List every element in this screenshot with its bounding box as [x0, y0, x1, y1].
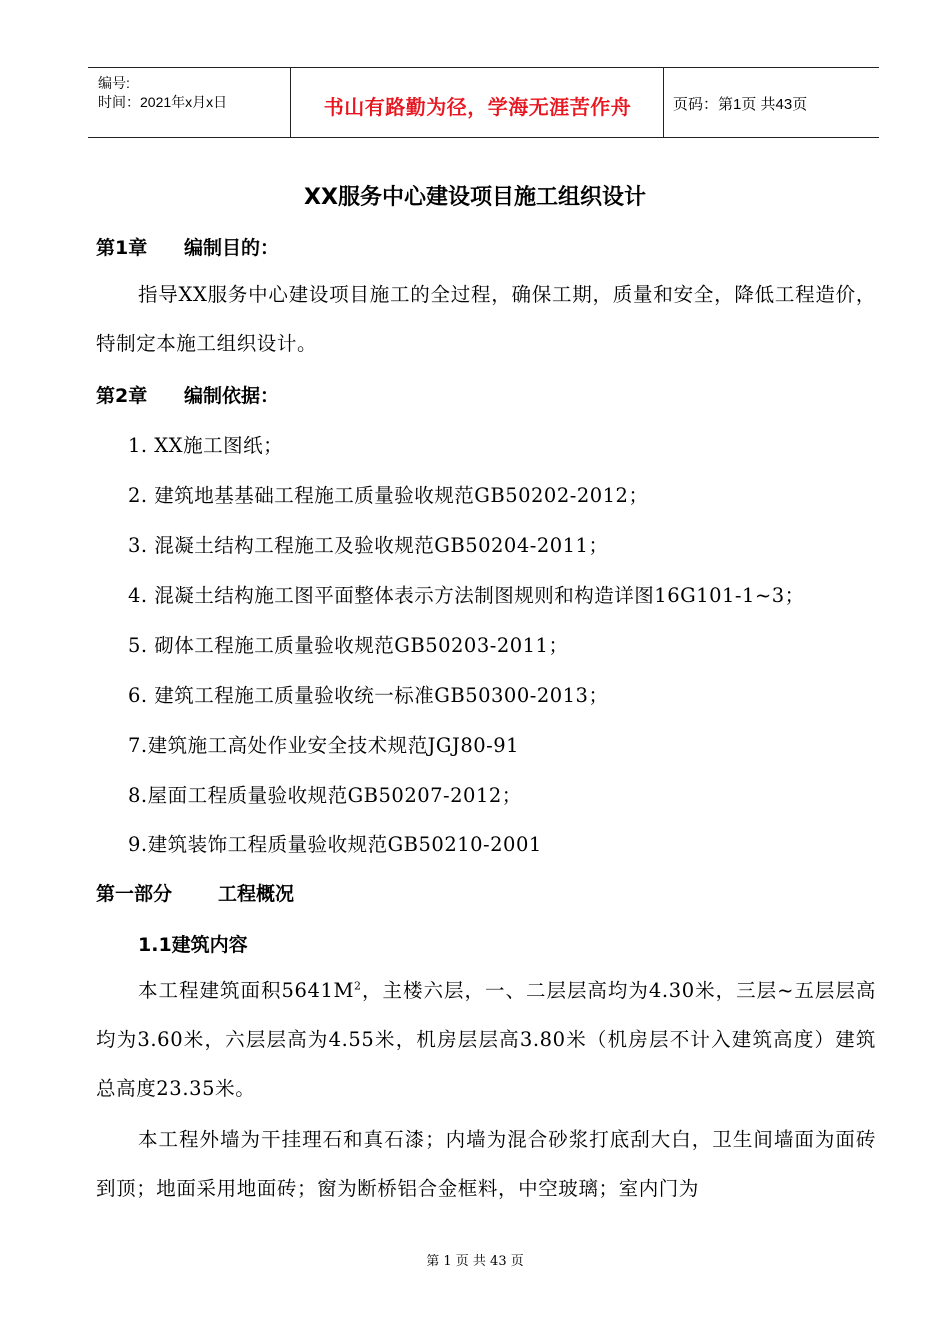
- chapter-1-heading: [96, 233, 279, 260]
- page-footer: 第 1 页 共 43 页: [426, 1254, 524, 1269]
- basis-item: 3. 混凝土结构工程施工及验收规范GB50204-2011；: [128, 534, 609, 557]
- basis-item: 7.建筑施工高处作业安全技术规范JGJ80-91: [128, 734, 520, 757]
- header-motto: 书山有路勤为径，学海无涯苦作舟: [323, 95, 632, 119]
- para-text: 本工程建筑面积5641M: [138, 979, 355, 1002]
- basis-item: 5. 砌体工程施工质量验收规范GB50203-2011；: [128, 634, 569, 657]
- part-1-heading: [96, 879, 294, 906]
- basis-item: 9.建筑装饰工程质量验收规范GB50210-2001: [128, 833, 542, 856]
- part-number: 第一部分: [96, 883, 173, 905]
- basis-item: 6. 建筑工程施工质量验收统一标准GB50300-2013；: [128, 684, 609, 707]
- section-heading: 1.1建筑内容: [138, 934, 248, 956]
- chapter-1-paragraph: 指导XX服务中心建设项目施工的全过程，确保工期，质量和安全，降低工程造价，特制定本施工组织设计。: [96, 283, 876, 355]
- chapter-number: 第1章: [96, 237, 148, 259]
- chapter-title: 编制目的：: [184, 237, 280, 259]
- part-title: 工程概况: [218, 883, 295, 905]
- code-label: 编号:: [98, 75, 130, 91]
- basis-item: 4. 混凝土结构施工图平面整体表示方法制图规则和构造详图16G101-1~3；: [128, 584, 805, 607]
- time-label: 时间：2021年x月x日: [98, 94, 228, 110]
- header-divider: [290, 68, 291, 137]
- basis-item: 8.屋面工程质量验收规范GB50207-2012；: [128, 784, 522, 807]
- chapter-number: 第2章: [96, 385, 148, 407]
- header-meta: [98, 74, 227, 112]
- basis-item: 2. 建筑地基基础工程施工质量验收规范GB50202-2012；: [128, 484, 649, 507]
- superscript: 2: [354, 979, 362, 993]
- building-paragraph: [96, 966, 876, 1113]
- header-divider: [663, 68, 664, 137]
- chapter-2-heading: [96, 381, 279, 408]
- header-table: [88, 67, 879, 138]
- basis-item: 1. XX施工图纸；: [128, 434, 284, 457]
- document-title: XX服务中心建设项目施工组织设计: [304, 185, 646, 210]
- para-text: ，主楼六层，一、二层层高均为4.30米，三层~五层层高均为3.60米，六层层高为4.55米，机房层层高3.80米（机房层不计入建筑高度）建筑总高度23.35米。: [96, 979, 876, 1100]
- finish-paragraph: 本工程外墙为干挂理石和真石漆；内墙为混合砂浆打底刮大白，卫生间墙面为面砖到顶；地面采用地面砖；窗为断桥铝合金框料，中空玻璃；室内门为: [96, 1128, 876, 1200]
- header-page-info: 页码：第1页 共43页: [673, 96, 808, 113]
- chapter-title: 编制依据：: [184, 385, 280, 407]
